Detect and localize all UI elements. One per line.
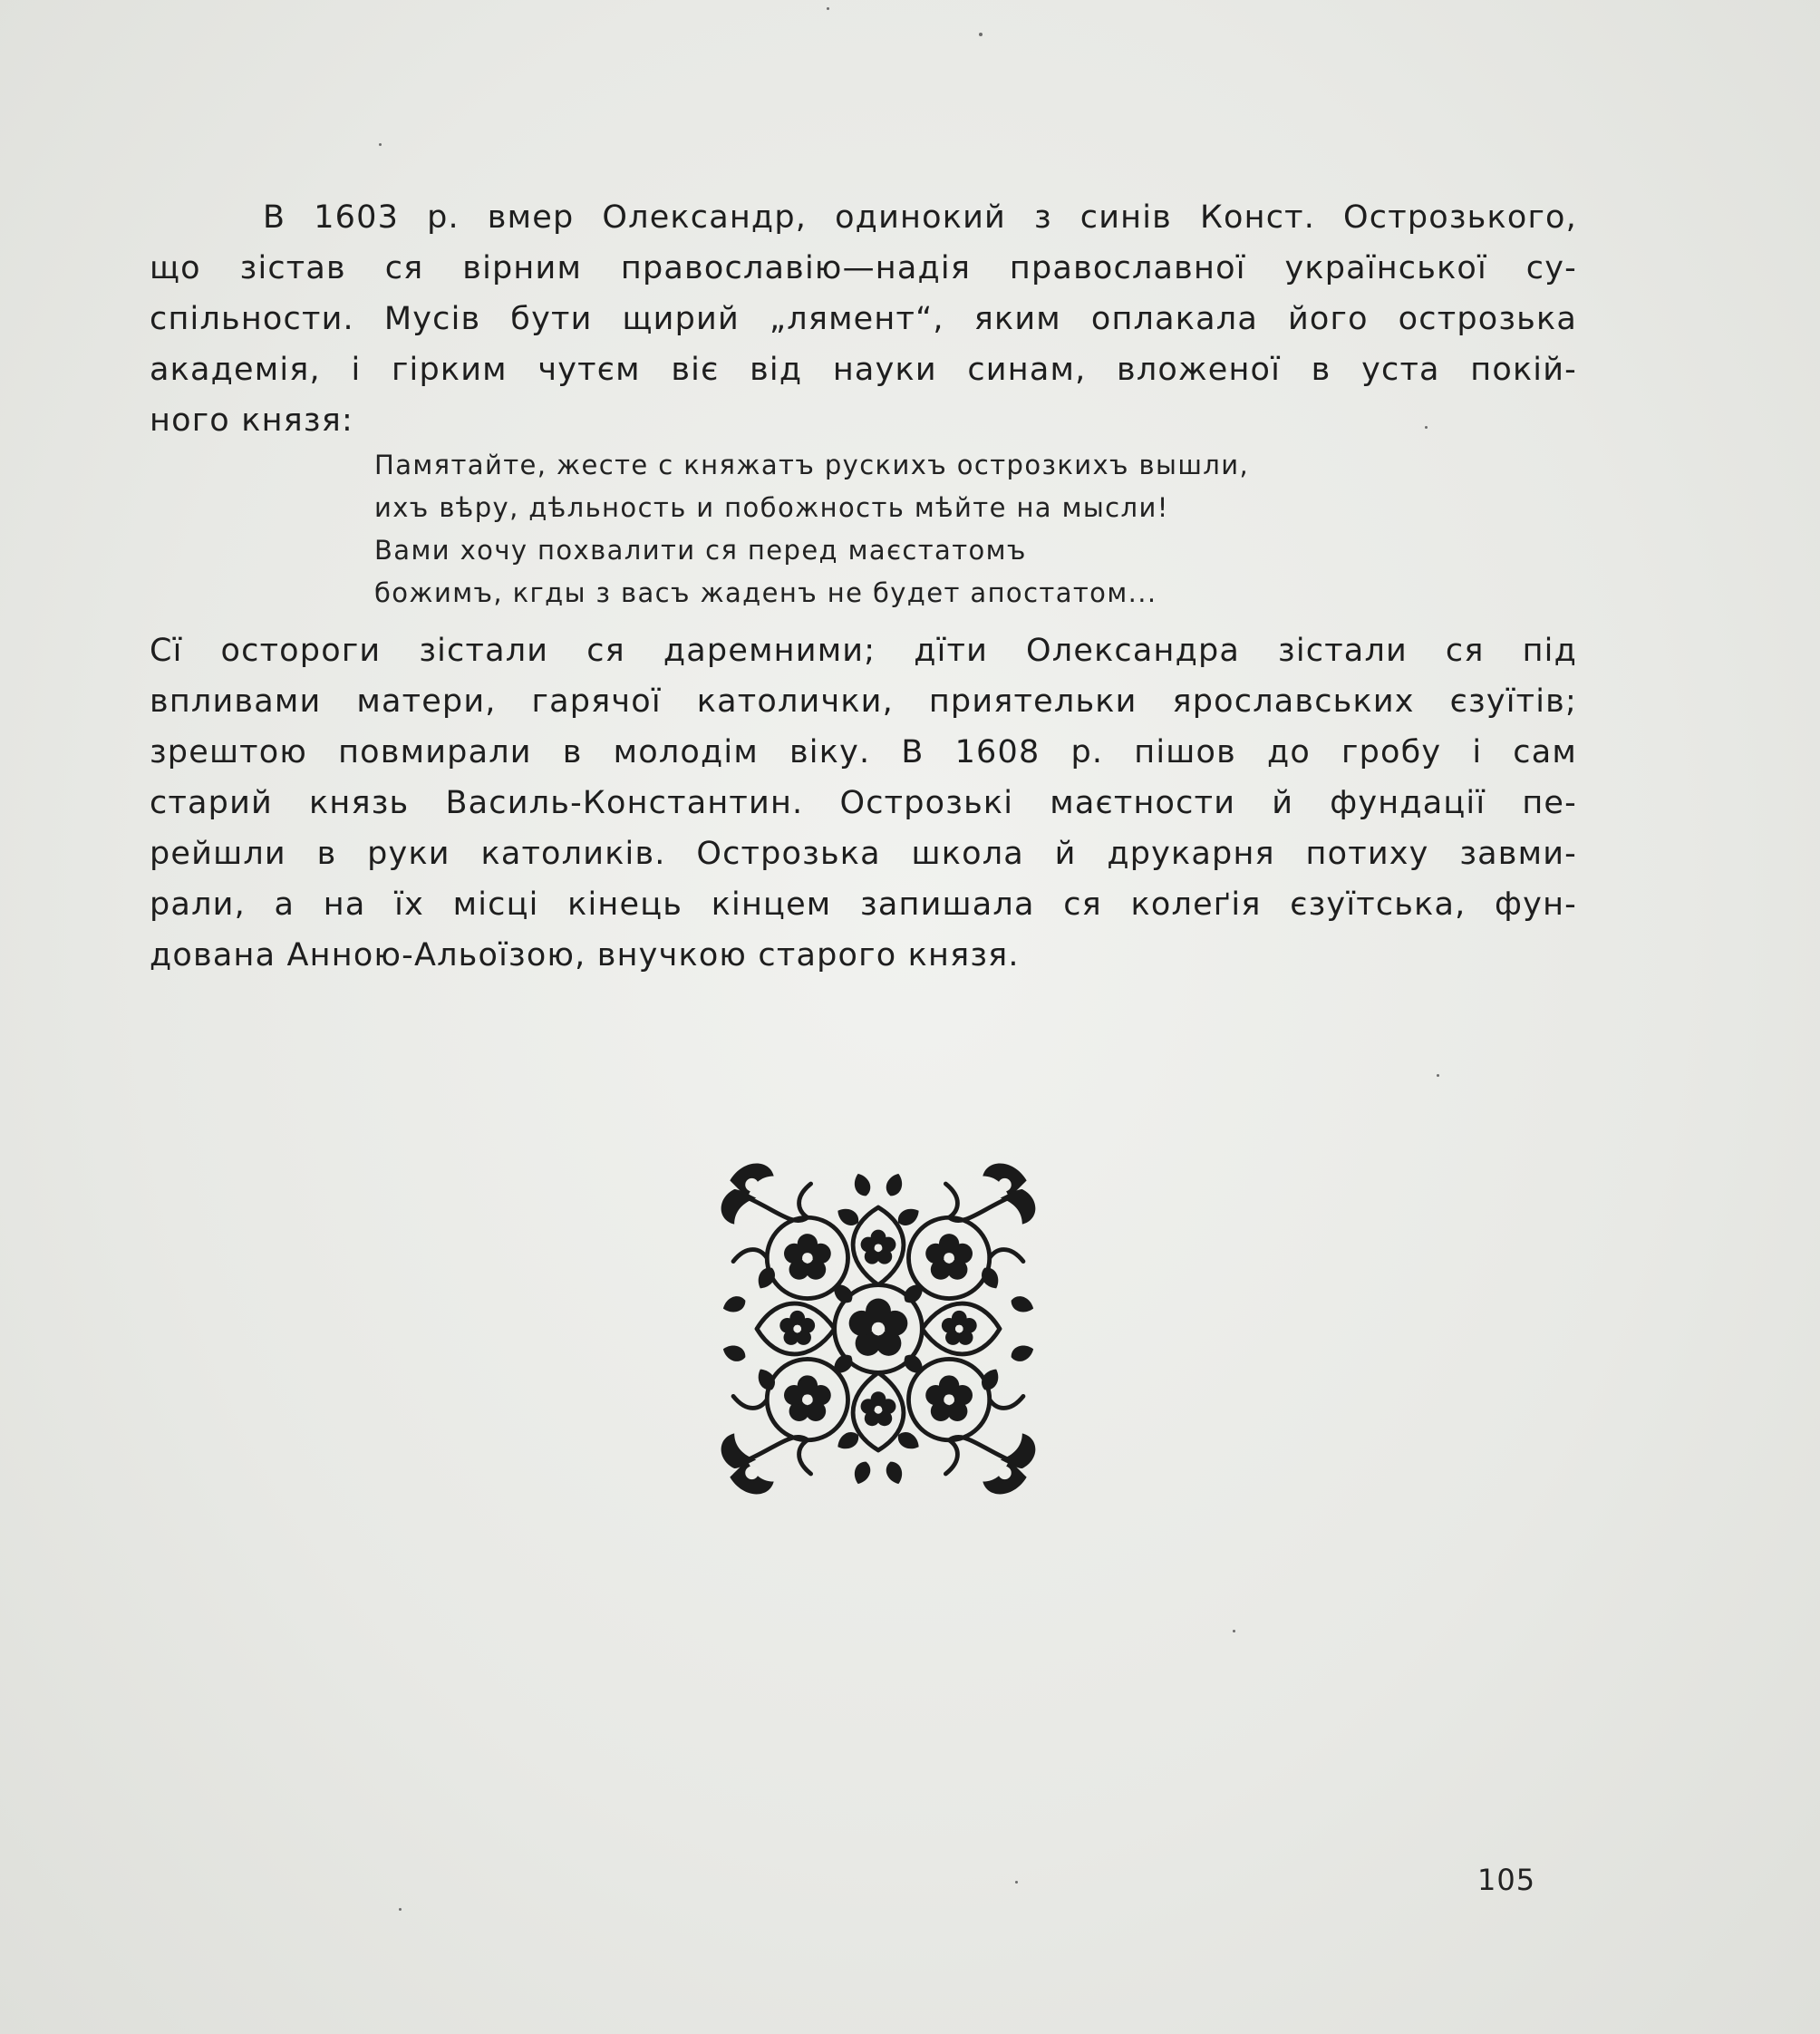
poem-line: божимъ, кгды з васъ жаденъ не будет апостатом... bbox=[374, 577, 1157, 608]
paper-speck bbox=[1015, 1881, 1018, 1884]
paragraph-line: зрештою повмирали в молодім віку. В 1608 р. пішов до гробу і сам bbox=[150, 734, 1577, 770]
poem-line: Памятайте, жесте с княжатъ рускихъ острозкихъ вышли, bbox=[374, 450, 1250, 480]
paragraph-line: дована Анною-Альоїзою, внучкою старого князя. bbox=[150, 937, 1020, 973]
paragraph-line: спільности. Мусів бути щирий „лямент“, яким оплакала його острозька bbox=[150, 301, 1577, 337]
paragraph-2 bbox=[150, 625, 1577, 981]
paper-speck bbox=[827, 7, 829, 10]
poem-line: Вами хочу похвалити ся перед маєстатомъ bbox=[374, 535, 1027, 566]
paper-speck bbox=[979, 33, 983, 36]
paragraph-1 bbox=[150, 192, 1577, 446]
poem-line: ихъ вѣру, дѣльность и побожность мѣйте на мысли! bbox=[374, 492, 1169, 523]
paragraph-line: рейшли в руки католиків. Острозька школа й друкарня потиху завми- bbox=[150, 836, 1577, 872]
page-number: 105 bbox=[1477, 1863, 1536, 1897]
paper-speck bbox=[1425, 426, 1428, 429]
paragraph-line: старий князь Василь-Константин. Острозькі маєтности й фундації пе- bbox=[150, 785, 1577, 821]
paper-speck bbox=[1233, 1630, 1235, 1632]
paragraph-line: впливами матери, гарячої католички, приятельки ярославських єзуїтів; bbox=[150, 683, 1577, 720]
paper-speck bbox=[399, 1908, 402, 1911]
paper-speck bbox=[1437, 1074, 1439, 1077]
paragraph-line: рали, а на їх місці кінець кінцем запишала ся колеґія єзуїтська, фун- bbox=[150, 886, 1577, 923]
paragraph-line: Сї остороги зістали ся даремними; дїти Олександра зістали ся під bbox=[150, 633, 1577, 669]
paragraph-line: В 1603 р. вмер Олександр, одинокий з синів Конст. Острозького, bbox=[263, 199, 1577, 236]
floral-ornament-icon bbox=[707, 1160, 1050, 1497]
paragraph-line: академія, і гірким чутєм віє від науки синам, вложеної в уста покій- bbox=[150, 352, 1577, 388]
paragraph-line: що зістав ся вірним православію—надія православної української су- bbox=[150, 250, 1577, 286]
paper-speck bbox=[379, 143, 382, 146]
paragraph-line: ного князя: bbox=[150, 402, 353, 439]
poem-quote bbox=[374, 444, 1249, 615]
